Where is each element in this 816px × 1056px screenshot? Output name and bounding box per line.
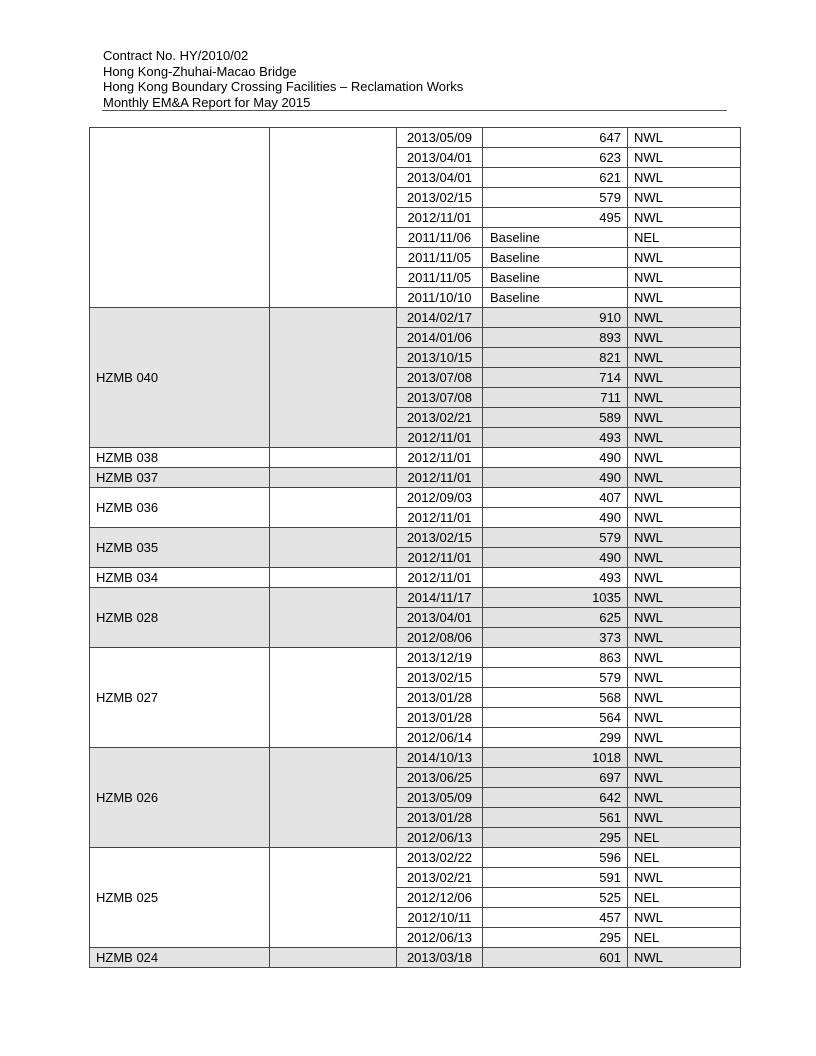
survey-date: 2011/11/05 bbox=[397, 268, 483, 288]
survey-date: 2014/10/13 bbox=[397, 748, 483, 768]
project-name: Hong Kong-Zhuhai-Macao Bridge bbox=[103, 63, 297, 79]
survey-date: 2013/07/08 bbox=[397, 368, 483, 388]
table-row bbox=[90, 128, 741, 148]
station-id: HZMB 035 bbox=[90, 528, 270, 568]
survey-date: 2011/11/06 bbox=[397, 228, 483, 248]
survey-value: 295 bbox=[483, 928, 628, 948]
survey-value: 910 bbox=[483, 308, 628, 328]
survey-date: 2013/10/15 bbox=[397, 348, 483, 368]
survey-value: 568 bbox=[483, 688, 628, 708]
survey-date: 2013/02/15 bbox=[397, 668, 483, 688]
survey-date: 2012/11/01 bbox=[397, 568, 483, 588]
survey-value: 579 bbox=[483, 528, 628, 548]
blank-cell bbox=[270, 568, 397, 588]
blank-cell bbox=[270, 848, 397, 948]
survey-value: 525 bbox=[483, 888, 628, 908]
blank-cell bbox=[270, 468, 397, 488]
survey-value: 625 bbox=[483, 608, 628, 628]
survey-value: 457 bbox=[483, 908, 628, 928]
survey-value: 589 bbox=[483, 408, 628, 428]
blank-cell bbox=[270, 488, 397, 528]
station-id: HZMB 034 bbox=[90, 568, 270, 588]
survey-date: 2012/11/01 bbox=[397, 468, 483, 488]
station-id: HZMB 025 bbox=[90, 848, 270, 948]
survey-value: 893 bbox=[483, 328, 628, 348]
survey-value: 1018 bbox=[483, 748, 628, 768]
direction-code: NWL bbox=[628, 668, 741, 688]
survey-value: 579 bbox=[483, 188, 628, 208]
survey-value: 295 bbox=[483, 828, 628, 848]
direction-code: NWL bbox=[628, 468, 741, 488]
survey-date: 2013/02/21 bbox=[397, 408, 483, 428]
survey-value: Baseline bbox=[483, 268, 628, 288]
direction-code: NWL bbox=[628, 368, 741, 388]
direction-code: NWL bbox=[628, 188, 741, 208]
survey-date: 2011/10/10 bbox=[397, 288, 483, 308]
blank-cell bbox=[270, 528, 397, 568]
survey-date: 2012/06/13 bbox=[397, 928, 483, 948]
direction-code: NWL bbox=[628, 648, 741, 668]
survey-value: 711 bbox=[483, 388, 628, 408]
table-row bbox=[90, 568, 741, 588]
blank-cell bbox=[270, 648, 397, 748]
survey-date: 2012/11/01 bbox=[397, 208, 483, 228]
direction-code: NEL bbox=[628, 848, 741, 868]
survey-value: 579 bbox=[483, 668, 628, 688]
station-id: HZMB 038 bbox=[90, 448, 270, 468]
survey-value: Baseline bbox=[483, 248, 628, 268]
table-row bbox=[90, 948, 741, 968]
project-subtitle: Hong Kong Boundary Crossing Facilities – Reclamation Works bbox=[103, 79, 464, 94]
direction-code: NWL bbox=[628, 308, 741, 328]
direction-code: NWL bbox=[628, 148, 741, 168]
report-title: Monthly EM&A Report for May 2015 bbox=[103, 94, 311, 110]
table-row bbox=[90, 748, 741, 768]
survey-value: 407 bbox=[483, 488, 628, 508]
direction-code: NWL bbox=[628, 788, 741, 808]
direction-code: NWL bbox=[628, 328, 741, 348]
survey-date: 2013/02/15 bbox=[397, 528, 483, 548]
direction-code: NWL bbox=[628, 408, 741, 428]
survey-date: 2013/02/22 bbox=[397, 848, 483, 868]
direction-code: NWL bbox=[628, 488, 741, 508]
survey-date: 2013/05/09 bbox=[397, 128, 483, 148]
direction-code: NEL bbox=[628, 928, 741, 948]
survey-value: 495 bbox=[483, 208, 628, 228]
direction-code: NWL bbox=[628, 168, 741, 188]
direction-code: NWL bbox=[628, 248, 741, 268]
survey-date: 2013/12/19 bbox=[397, 648, 483, 668]
direction-code: NWL bbox=[628, 908, 741, 928]
survey-date: 2013/01/28 bbox=[397, 708, 483, 728]
table-row bbox=[90, 648, 741, 668]
survey-value: 490 bbox=[483, 508, 628, 528]
survey-date: 2013/04/01 bbox=[397, 608, 483, 628]
station-id: HZMB 040 bbox=[90, 308, 270, 448]
survey-value: 714 bbox=[483, 368, 628, 388]
blank-cell bbox=[270, 308, 397, 448]
table-row bbox=[90, 448, 741, 468]
direction-code: NWL bbox=[628, 388, 741, 408]
direction-code: NWL bbox=[628, 748, 741, 768]
survey-value: 561 bbox=[483, 808, 628, 828]
survey-value: 564 bbox=[483, 708, 628, 728]
table-row bbox=[90, 588, 741, 608]
survey-value: 490 bbox=[483, 548, 628, 568]
survey-date: 2011/11/05 bbox=[397, 248, 483, 268]
page-header bbox=[103, 48, 463, 110]
direction-code: NEL bbox=[628, 888, 741, 908]
direction-code: NWL bbox=[628, 268, 741, 288]
survey-date: 2012/08/06 bbox=[397, 628, 483, 648]
survey-date: 2012/06/14 bbox=[397, 728, 483, 748]
survey-date: 2013/06/25 bbox=[397, 768, 483, 788]
station-id: HZMB 036 bbox=[90, 488, 270, 528]
station-id: HZMB 037 bbox=[90, 468, 270, 488]
direction-code: NWL bbox=[628, 428, 741, 448]
survey-date: 2014/11/17 bbox=[397, 588, 483, 608]
direction-code: NWL bbox=[628, 208, 741, 228]
survey-date: 2013/04/01 bbox=[397, 148, 483, 168]
survey-value: 493 bbox=[483, 568, 628, 588]
direction-code: NWL bbox=[628, 768, 741, 788]
survey-value: 490 bbox=[483, 448, 628, 468]
blank-cell bbox=[270, 588, 397, 648]
direction-code: NWL bbox=[628, 708, 741, 728]
survey-date: 2014/01/06 bbox=[397, 328, 483, 348]
blank-cell bbox=[270, 748, 397, 848]
survey-date: 2012/11/01 bbox=[397, 508, 483, 528]
direction-code: NEL bbox=[628, 228, 741, 248]
survey-date: 2012/10/11 bbox=[397, 908, 483, 928]
survey-date: 2013/01/28 bbox=[397, 688, 483, 708]
survey-date: 2013/05/09 bbox=[397, 788, 483, 808]
survey-value: 1035 bbox=[483, 588, 628, 608]
table-row bbox=[90, 308, 741, 328]
survey-date: 2013/07/08 bbox=[397, 388, 483, 408]
survey-value: 373 bbox=[483, 628, 628, 648]
table-row bbox=[90, 848, 741, 868]
survey-date: 2013/02/15 bbox=[397, 188, 483, 208]
table-row bbox=[90, 468, 741, 488]
survey-date: 2012/12/06 bbox=[397, 888, 483, 908]
survey-date: 2012/09/03 bbox=[397, 488, 483, 508]
direction-code: NWL bbox=[628, 288, 741, 308]
direction-code: NWL bbox=[628, 868, 741, 888]
direction-code: NEL bbox=[628, 828, 741, 848]
direction-code: NWL bbox=[628, 728, 741, 748]
table-body bbox=[90, 128, 741, 968]
survey-date: 2013/02/21 bbox=[397, 868, 483, 888]
direction-code: NWL bbox=[628, 688, 741, 708]
survey-value: Baseline bbox=[483, 228, 628, 248]
survey-date: 2012/11/01 bbox=[397, 448, 483, 468]
direction-code: NWL bbox=[628, 448, 741, 468]
survey-value: 591 bbox=[483, 868, 628, 888]
survey-date: 2013/04/01 bbox=[397, 168, 483, 188]
survey-date: 2014/02/17 bbox=[397, 308, 483, 328]
direction-code: NWL bbox=[628, 608, 741, 628]
direction-code: NWL bbox=[628, 508, 741, 528]
direction-code: NWL bbox=[628, 808, 741, 828]
direction-code: NWL bbox=[628, 588, 741, 608]
survey-date: 2013/03/18 bbox=[397, 948, 483, 968]
station-id: HZMB 028 bbox=[90, 588, 270, 648]
blank-cell bbox=[270, 948, 397, 968]
survey-value: 697 bbox=[483, 768, 628, 788]
survey-date: 2012/11/01 bbox=[397, 428, 483, 448]
blank-cell bbox=[270, 128, 397, 308]
station-id bbox=[90, 128, 270, 308]
survey-value: Baseline bbox=[483, 288, 628, 308]
direction-code: NWL bbox=[628, 568, 741, 588]
blank-cell bbox=[270, 448, 397, 468]
survey-value: 596 bbox=[483, 848, 628, 868]
survey-value: 490 bbox=[483, 468, 628, 488]
survey-date: 2012/06/13 bbox=[397, 828, 483, 848]
direction-code: NWL bbox=[628, 548, 741, 568]
survey-value: 647 bbox=[483, 128, 628, 148]
station-id: HZMB 026 bbox=[90, 748, 270, 848]
survey-value: 299 bbox=[483, 728, 628, 748]
monitoring-table bbox=[89, 127, 741, 968]
direction-code: NWL bbox=[628, 948, 741, 968]
direction-code: NWL bbox=[628, 128, 741, 148]
station-id: HZMB 027 bbox=[90, 648, 270, 748]
table-row bbox=[90, 528, 741, 548]
station-id: HZMB 024 bbox=[90, 948, 270, 968]
table-row bbox=[90, 488, 741, 508]
contract-number: Contract No. HY/2010/02 bbox=[103, 48, 249, 63]
survey-value: 863 bbox=[483, 648, 628, 668]
direction-code: NWL bbox=[628, 628, 741, 648]
direction-code: NWL bbox=[628, 528, 741, 548]
survey-value: 642 bbox=[483, 788, 628, 808]
survey-date: 2013/01/28 bbox=[397, 808, 483, 828]
survey-date: 2012/11/01 bbox=[397, 548, 483, 568]
survey-value: 493 bbox=[483, 428, 628, 448]
header-divider bbox=[102, 110, 727, 111]
survey-value: 601 bbox=[483, 948, 628, 968]
direction-code: NWL bbox=[628, 348, 741, 368]
survey-value: 821 bbox=[483, 348, 628, 368]
survey-value: 623 bbox=[483, 148, 628, 168]
survey-value: 621 bbox=[483, 168, 628, 188]
